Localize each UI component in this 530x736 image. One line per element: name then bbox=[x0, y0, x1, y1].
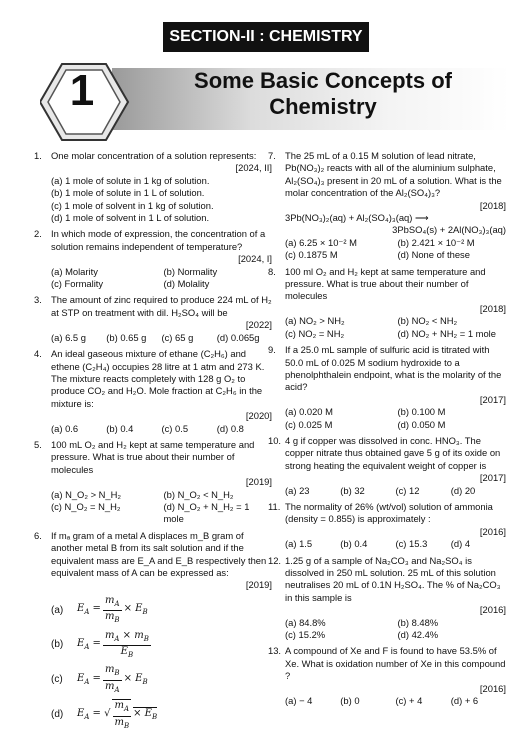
question-6 bbox=[34, 530, 272, 732]
option-c: (c) $E_A$ = $\frac{m_B}{m_A}$ × $E_B$ bbox=[51, 664, 148, 694]
option-b: (b) 0.4 bbox=[106, 422, 134, 434]
question-2 bbox=[34, 228, 272, 290]
question-number: 2. bbox=[34, 228, 42, 240]
option-d: (d) NO₂ + NH₂ = 1 mole bbox=[397, 327, 496, 339]
option-b: (b) 32 bbox=[340, 484, 365, 496]
formula-a: $E_A$ = bbox=[77, 603, 101, 617]
question-number: 6. bbox=[34, 529, 42, 541]
question-year: [2022] bbox=[245, 319, 272, 331]
question-number: 5. bbox=[34, 438, 42, 450]
option-d: (d) N_O₂ + N_H₂ = 1 mole bbox=[163, 500, 250, 525]
question-11 bbox=[268, 501, 506, 551]
option-a: (a) 23 bbox=[285, 484, 310, 496]
question-number: 7. bbox=[268, 150, 276, 161]
question-8 bbox=[268, 266, 506, 340]
option-b: (b) 8.48% bbox=[397, 616, 439, 628]
formula-b: $E_A$ = bbox=[77, 637, 101, 651]
question-text: 1.25 g of a sample of Na₂CO₃ and Na₂SO₄ is dissolved in 250 mL solution. 25 mL of this solution neutralises 20 mL of 0.1N H₂SO₄. The % of Na₂CO₃ in this sample is bbox=[285, 554, 501, 603]
question-year: [2016] bbox=[479, 525, 506, 537]
option-a: (a) 6.5 g bbox=[51, 331, 86, 343]
option-a: (a) 1 mole of solute in 1 kg of solution. bbox=[51, 174, 210, 186]
question-text: 100 ml O₂ and H₂ kept at same temperature and pressure. What is true about their number of molecules bbox=[285, 265, 486, 302]
question-text: An ideal gaseous mixture of ethane (C₂H₆) and ethene (C₂H₄) occupies 28 litre at 1 atm and 273 K. The mixture reacts completely with 128 g O₂ to produce CO₂ and H₂O. Mole fraction at C₂H₆ in the mixture is: bbox=[51, 348, 265, 409]
question-number: 8. bbox=[268, 265, 276, 277]
question-year: [2018] bbox=[479, 302, 506, 314]
right-column bbox=[268, 150, 506, 711]
question-text: 4 g if copper was dissolved in conc. HNO₃. The copper nitrate thus obtained gave 5 g of its oxide on strong heating the equivalent weight of copper is bbox=[285, 434, 501, 471]
option-c: (c) 15.2% bbox=[285, 629, 326, 641]
question-year: [2016] bbox=[479, 682, 506, 694]
question-year: [2019] bbox=[245, 579, 272, 591]
question-text: If mₐ gram of a metal A displaces m_B gram of another metal B from its salt solution and if the equivalent mass are E_A and E_B respectively then equivalent mass of A can be expressed as: bbox=[51, 529, 267, 578]
option-d: (d) 0.065g bbox=[216, 331, 260, 343]
chapter-banner bbox=[40, 60, 510, 132]
option-b: (b) 2.421 × 10⁻² M bbox=[397, 236, 475, 248]
reaction-equation-line2: 3PbSO₄(s) + 2Al(NO₃)₃(aq) bbox=[392, 224, 506, 236]
option-c: (c) NO₂ = NH₂ bbox=[285, 327, 345, 339]
option-a: (a) N_O₂ > N_H₂ bbox=[51, 488, 122, 500]
option-a: (a) 6.25 × 10⁻² M bbox=[285, 236, 357, 248]
option-c: (c) Formality bbox=[51, 278, 104, 290]
question-4 bbox=[34, 348, 272, 435]
left-column bbox=[34, 150, 272, 736]
question-10 bbox=[268, 435, 506, 497]
question-number: 11. bbox=[268, 500, 281, 512]
question-number: 3. bbox=[34, 294, 42, 306]
option-d: (d) $E_A$ = √ $\frac{m_A}{m_B}$ × $E_B$ bbox=[51, 699, 272, 732]
option-a: (a) − 4 bbox=[285, 695, 313, 707]
option-d: (d) + 6 bbox=[450, 695, 479, 707]
chapter-title: Some Basic Concepts of Chemistry bbox=[194, 68, 452, 119]
option-d: (d) Molality bbox=[163, 278, 210, 290]
question-text: One molar concentration of a solution represents: bbox=[51, 150, 257, 161]
question-9 bbox=[268, 344, 506, 431]
section-header: SECTION-II : CHEMISTRY bbox=[163, 22, 369, 52]
question-12 bbox=[268, 555, 506, 642]
question-text: In which mode of expression, the concentration of a solution remains independent of temperature? bbox=[51, 228, 266, 252]
option-d: (d) 0.8 bbox=[216, 422, 244, 434]
question-year: [2018] bbox=[479, 199, 506, 211]
option-a: (a) 0.6 bbox=[51, 422, 79, 434]
option-b: (b) NO₂ < NH₂ bbox=[397, 315, 458, 327]
question-number: 4. bbox=[34, 348, 42, 360]
option-c: (c) 0.5 bbox=[161, 422, 189, 434]
option-b: (b) 0.65 g bbox=[106, 331, 147, 343]
option-a: (a) 84.8% bbox=[285, 616, 326, 628]
option-c: (c) N_O₂ = N_H₂ bbox=[51, 500, 121, 512]
option-d: (d) 20 bbox=[450, 484, 476, 496]
option-b: (b) N_O₂ < N_H₂ bbox=[163, 488, 234, 500]
formula-c: $E_A$ = bbox=[77, 672, 101, 686]
formula-d: $E_A$ = √ bbox=[77, 707, 111, 721]
question-3 bbox=[34, 294, 272, 344]
option-c: (c) 15.3 bbox=[395, 538, 428, 550]
option-b: (b) 0.100 M bbox=[397, 406, 446, 418]
question-number: 10. bbox=[268, 434, 282, 446]
question-number: 12. bbox=[268, 554, 282, 566]
reaction-equation-line1: 3Pb(NO₃)₂(aq) + Al₂(SO₄)₃(aq) ⟶ bbox=[285, 212, 429, 224]
chapter-number: 1 bbox=[69, 66, 95, 115]
question-year: [2024, II] bbox=[235, 162, 272, 174]
question-year: [2019] bbox=[245, 476, 272, 488]
question-number: 1. bbox=[34, 150, 42, 161]
option-c: (c) 12 bbox=[395, 484, 420, 496]
option-d: (d) 0.050 M bbox=[397, 418, 446, 430]
option-b: (b) $E_A$ = $\frac{m_A \times m_B}{E_B}$ bbox=[51, 629, 149, 660]
question-year: [2017] bbox=[479, 472, 506, 484]
option-a: (a) 0.020 M bbox=[285, 406, 333, 418]
option-c: (c) 0.025 M bbox=[285, 418, 333, 430]
option-c: (c) 1 mole of solvent in 1 kg of solution. bbox=[51, 199, 214, 211]
question-text: If a 25.0 mL sample of sulfuric acid is titrated with 50.0 mL of 0.025 M sodium hydroxide to a phenolphthalein endpoint, what is the molarity of the acid? bbox=[285, 344, 502, 393]
option-a: (a) $E_A$ = $\frac{m_A}{m_B}$ × $E_B$ bbox=[51, 594, 148, 625]
option-a: (a) 1.5 bbox=[285, 538, 313, 550]
question-5 bbox=[34, 439, 272, 526]
question-7 bbox=[268, 150, 506, 262]
option-b: (b) 1 mole of solute in 1 L of solution. bbox=[51, 187, 205, 199]
question-year: [2024, I] bbox=[238, 253, 272, 265]
option-a: (a) NO₂ > NH₂ bbox=[285, 315, 345, 327]
option-d: (d) 1 mole of solvent in 1 L of solution. bbox=[51, 212, 210, 224]
option-b: (b) 0.4 bbox=[340, 538, 368, 550]
question-text: 100 mL O₂ and H₂ kept at same temperature and pressure. What is true about their number of molecules bbox=[51, 438, 255, 475]
question-year: [2017] bbox=[479, 393, 506, 405]
question-1 bbox=[34, 150, 272, 224]
question-year: [2016] bbox=[479, 604, 506, 616]
option-c: (c) 0.1875 M bbox=[285, 249, 338, 261]
option-d: (d) 42.4% bbox=[397, 629, 439, 641]
option-d: (d) None of these bbox=[397, 249, 470, 261]
option-d: (d) 4 bbox=[450, 538, 471, 550]
question-number: 13. bbox=[268, 645, 282, 657]
question-year: [2020] bbox=[245, 410, 272, 422]
question-text: The amount of zinc required to produce 224 mL of H₂ at STP on treatment with dil. H₂SO₄ will be bbox=[51, 294, 272, 318]
question-number: 9. bbox=[268, 344, 276, 356]
option-c: (c) + 4 bbox=[395, 695, 423, 707]
option-b: (b) 0 bbox=[340, 695, 360, 707]
option-c: (c) 65 g bbox=[161, 331, 194, 343]
question-text: The normality of 26% (wt/vol) solution of ammonia (density = 0.855) is approximately : bbox=[285, 500, 493, 525]
option-b: (b) Normality bbox=[163, 265, 218, 277]
option-a: (a) Molarity bbox=[51, 265, 98, 277]
question-text: A compound of Xe and F is found to have 53.5% of Xe. What is oxidation number of Xe in this compound ? bbox=[285, 645, 506, 682]
question-text: The 25 mL of a 0.15 M solution of lead nitrate, Pb(NO₃)₂ reacts with all of the aluminium sulphate, Al₂(SO₄)₃ present in 20 mL of a solution. What is the molar concentration of the Al₂(SO₄)₃? bbox=[285, 150, 502, 199]
question-13 bbox=[268, 645, 506, 707]
